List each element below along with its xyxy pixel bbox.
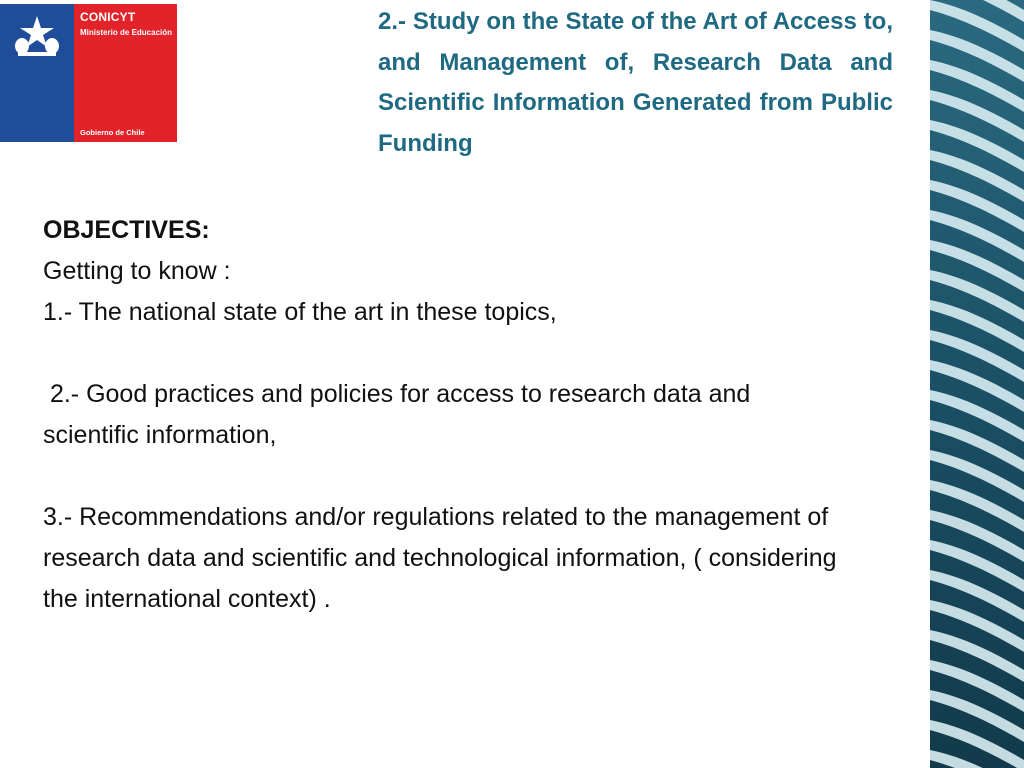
fiber-pattern-image [930, 0, 1024, 768]
logo-government: Gobierno de Chile [80, 128, 145, 137]
decorative-fiber-strip [930, 0, 1024, 768]
coat-of-arms-icon [12, 14, 62, 58]
logo-ministry: Ministerio de Educación [80, 28, 173, 37]
logo-blue-panel [0, 4, 74, 142]
objective-item-1: 1.- The national state of the art in these topics, [43, 298, 557, 326]
objectives-intro: Getting to know : [43, 257, 231, 285]
conicyt-logo [0, 4, 177, 142]
objective-item-3: 3.- Recommendations and/or regulations related to the management of research data and scientific and technological information, ( considering the international context) . [43, 503, 837, 613]
logo-red-panel [74, 4, 177, 142]
objective-item-2: 2.- Good practices and policies for access to research data and scientific information, [43, 380, 751, 449]
slide-title: 2.- Study on the State of the Art of Access to, and Management of, Research Data and Scientific Information Generated from Public Funding [378, 8, 893, 157]
objectives-heading: OBJECTIVES: [43, 216, 210, 244]
logo-name: CONICYT [80, 10, 136, 24]
spacer [43, 333, 843, 374]
objectives-section [43, 210, 843, 620]
spacer [43, 456, 843, 497]
